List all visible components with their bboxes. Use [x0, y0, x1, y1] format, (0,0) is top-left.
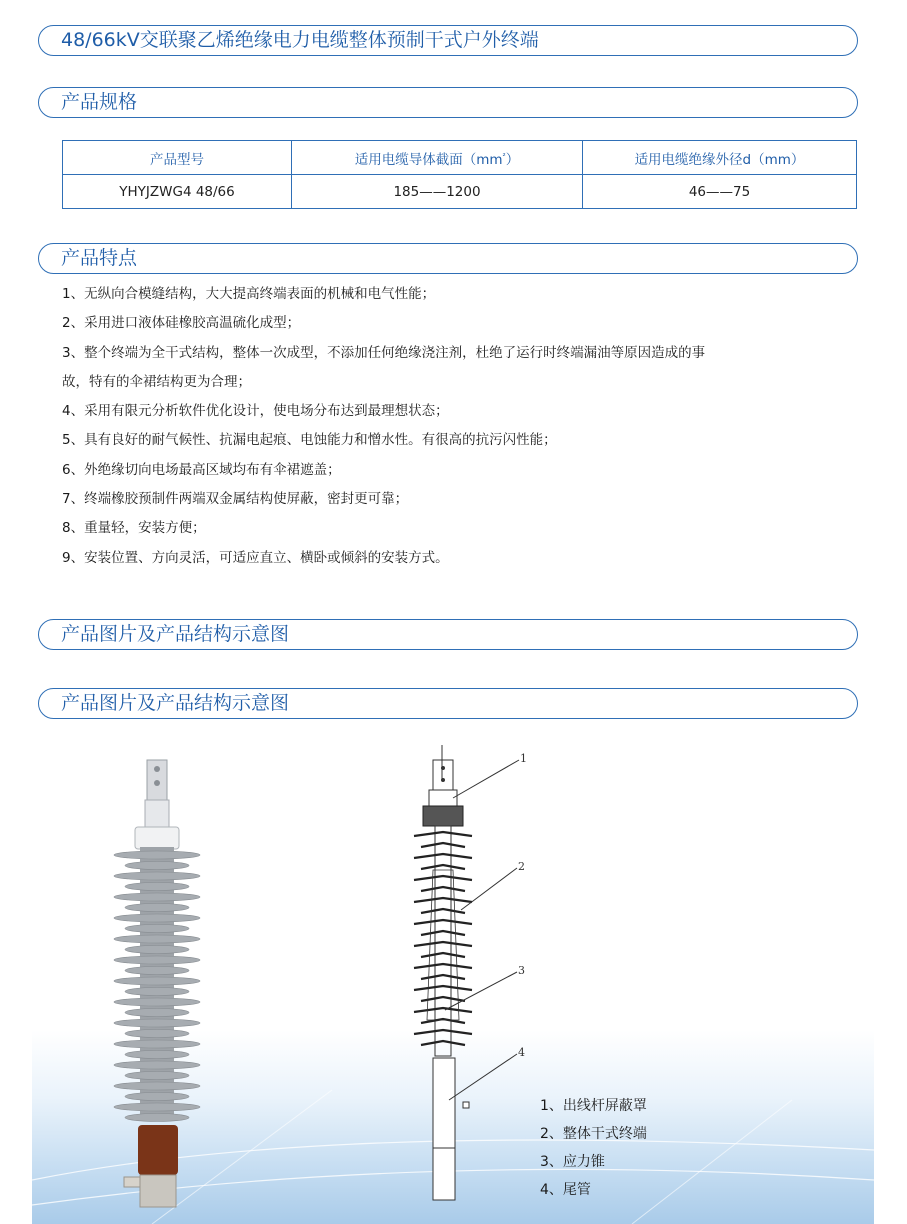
diagram-legend: [540, 1092, 647, 1204]
cell-model: YHYJZWG4 48/66: [63, 175, 292, 209]
list-item: 2、采用进口液体硅橡胶高温硫化成型；: [62, 315, 301, 332]
shed-disc: [125, 1051, 189, 1059]
pictures-heading-bar-a: [38, 619, 858, 650]
list-item: 1、无纵向合模缝结构，大大提高终端表面的机械和电气性能；: [62, 286, 436, 302]
shed-disc: [125, 883, 189, 891]
list-item: 故，特有的伞裙结构更为合理；: [62, 373, 251, 390]
page-title: 48/66kV交联聚乙烯绝缘电力电缆整体预制干式户外终端: [61, 29, 539, 51]
diagram-shed: [414, 920, 472, 924]
list-item: 9、安装位置、方向灵活，可适应直立、横卧或倾斜的安装方式。: [62, 549, 449, 566]
shed-disc: [125, 988, 189, 996]
legend-item: 4、尾管: [540, 1182, 591, 1198]
shed-disc: [125, 1009, 189, 1017]
list-item: 7、终端橡胶预制件两端双金属结构使屏蔽，密封更可靠；: [62, 491, 409, 508]
feature-list: [62, 280, 862, 573]
list-item: 8、重量轻，安装方便；: [62, 520, 206, 537]
spec-table: [62, 140, 857, 209]
diagram-shed: [421, 931, 465, 935]
list-item: 6、外绝缘切向电场最高区域均布有伞裙遮盖；: [62, 461, 341, 478]
features-heading-bar: [38, 243, 858, 274]
list-item: 4、采用有限元分析软件优化设计，使电场分布达到最理想状态；: [62, 403, 449, 420]
diagram-shed: [421, 1041, 465, 1045]
specs-heading-bar: [38, 87, 858, 118]
shed-disc: [125, 1093, 189, 1101]
table-header-row: [63, 141, 857, 175]
product-photo: [110, 755, 220, 1210]
shed-disc: [114, 914, 200, 922]
structure-diagram: [405, 740, 545, 1205]
shed-disc: [114, 956, 200, 964]
pictures-heading-bar-b: [38, 688, 858, 719]
page-title-bar: [38, 25, 858, 56]
shed-disc: [125, 1114, 189, 1122]
diagram-shed: [421, 975, 465, 979]
pictures-heading-a: 产品图片及产品结构示意图: [61, 623, 290, 645]
legend-item: 1、出线杆屏蔽罩: [540, 1098, 647, 1114]
features-heading: 产品特点: [61, 247, 138, 269]
shed-disc: [125, 967, 189, 975]
shed-disc: [114, 1103, 200, 1111]
tail-sleeve: [138, 1125, 178, 1175]
diagram-shed: [414, 1030, 472, 1034]
diagram-shed: [414, 898, 472, 902]
callout-1: 1: [520, 752, 527, 765]
shed-disc: [125, 1072, 189, 1080]
diagram-shed: [421, 1019, 465, 1023]
diagram-shed: [421, 953, 465, 957]
shed-disc: [114, 1040, 200, 1048]
diagram-shed: [414, 1008, 472, 1012]
diagram-shed: [421, 887, 465, 891]
table-row: [63, 175, 857, 209]
list-item: 5、具有良好的耐气候性、抗漏电起痕、电蚀能力和憎水性。有很高的抗污闪性能；: [62, 432, 557, 449]
shed-disc: [114, 1082, 200, 1090]
shed-disc: [114, 977, 200, 985]
shed-disc: [114, 1019, 200, 1027]
shed-disc: [125, 862, 189, 870]
shed-disc: [125, 946, 189, 954]
shed-disc: [114, 1061, 200, 1069]
callout-3: 3: [518, 964, 525, 977]
shed-disc: [125, 1030, 189, 1038]
diagram-shed: [414, 986, 472, 990]
diagram-sheds: [414, 832, 472, 1045]
pictures-heading-b: 产品图片及产品结构示意图: [61, 692, 290, 714]
diagram-shed: [414, 942, 472, 946]
cell-diameter: 46——75: [583, 175, 857, 209]
col-diameter: 适用电缆绝缘外径d（mm）: [583, 141, 857, 175]
shed-disc: [114, 998, 200, 1006]
shed-disc: [114, 893, 200, 901]
diagram-shed: [414, 832, 472, 836]
col-section: 适用电缆导体截面$(mm^{^2})$: [292, 141, 583, 175]
shed-disc: [114, 935, 200, 943]
diagram-shed: [414, 854, 472, 858]
shed-disc: [125, 904, 189, 912]
callout-4: 4: [518, 1046, 525, 1059]
callout-2: 2: [518, 860, 525, 873]
legend-item: 2、整体干式终端: [540, 1126, 647, 1142]
diagram-shed: [421, 843, 465, 847]
shed-disc: [114, 872, 200, 880]
list-item: 3、整个终端为全干式结构，整体一次成型，不添加任何绝缘浇注剂，杜绝了运行时终端漏油等原因造成的事: [62, 344, 706, 361]
legend-item: 3、应力锥: [540, 1154, 605, 1170]
diagram-shed: [421, 865, 465, 869]
cell-section: 185——1200: [292, 175, 583, 209]
shed-disc: [114, 851, 200, 859]
diagram-shed: [414, 876, 472, 880]
diagram-shed: [421, 909, 465, 913]
shed-disc: [125, 925, 189, 933]
specs-heading: 产品规格: [61, 91, 138, 113]
col-model: 产品型号: [63, 141, 292, 175]
diagram-shed: [414, 964, 472, 968]
